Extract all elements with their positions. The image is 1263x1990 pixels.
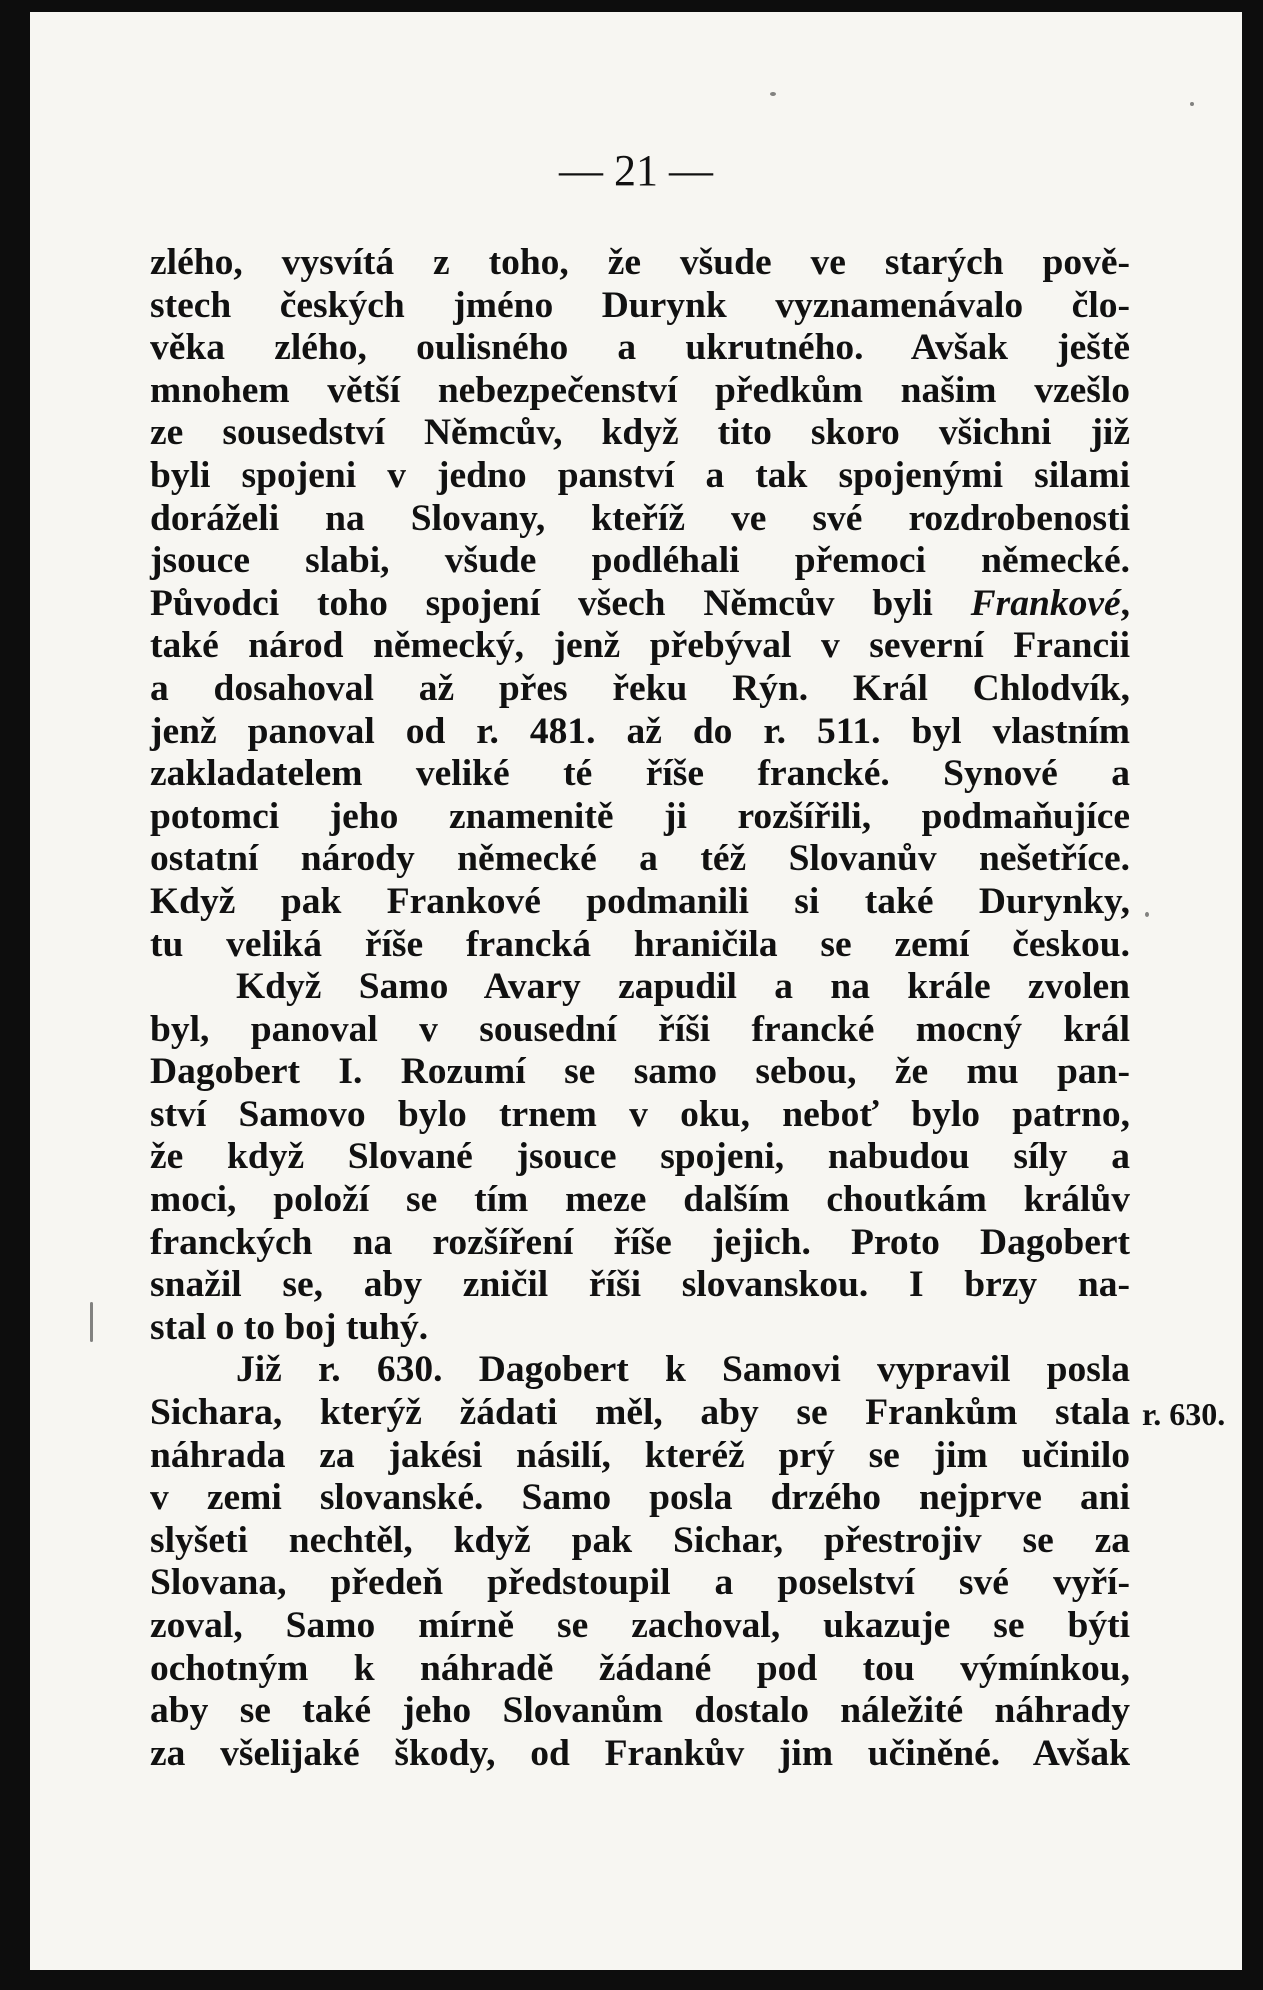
margin-note: r. 630. [1142,1396,1226,1432]
text-line: byl, panoval v sousední říši francké mocný král [150,1008,1130,1050]
text-line: stal o to boj tuhý. [150,1306,429,1348]
text-line: Dagobert I. Rozumí se samo sebou, že mu pan- [150,1051,1130,1093]
body-text [150,242,1130,1775]
text-line: v zemi slovanské. Samo posla drzého nejprve ani [150,1477,1130,1519]
text-line: aby se také jeho Slovanům dostalo náležité náhrady [150,1690,1130,1732]
text-line: Když Samo Avary zapudil a na krále zvolen [236,966,1130,1008]
text-line: jenž panoval od r. 481. až do r. 511. byl vlastním [150,710,1130,752]
text-line: doráželi na Slovany, kteříž ve své rozdrobenosti [150,497,1130,539]
scan-speck [90,1302,93,1342]
scan-left-border [0,0,30,1990]
page-number: — 21 — [559,146,713,195]
text-line: věka zlého, oulisného a ukrutného. Avšak ještě [150,327,1130,369]
text-line: Když pak Frankové podmanili si také Durynky, [150,880,1130,922]
text-line: ochotným k náhradě žádané pod tou výmínkou, [150,1647,1130,1689]
text-line: byli spojeni v jedno panství a tak spojenými silami [150,454,1130,496]
text-line: náhrada za jakési násilí, kteréž prý se jim učinilo [150,1434,1130,1476]
scan-speck [770,92,776,96]
text-line: moci, položí se tím meze dalším choutkám králův [150,1179,1130,1221]
text-line: zakladatelem veliké té říše francké. Synové a [150,753,1130,795]
text-line: stech českých jméno Durynk vyznamenávalo člo- [150,284,1130,326]
text-line: zlého, vysvítá z toho, že všude ve starých pově- [150,242,1130,283]
text-line: potomci jeho znamenitě ji rozšířili, podmaňujíce [150,795,1130,837]
text-line: snažil se, aby zničil říši slovanskou. I brzy na- [150,1264,1130,1306]
text-line: za všelijaké škody, od Frankův jim učiněné. Avšak [150,1732,1130,1774]
text-line: tu veliká říše francká hraničila se zemí českou. [150,923,1130,965]
text-line: a dosahoval až přes řeku Rýn. Král Chlodvík, [150,667,1130,709]
text-line: ství Samovo bylo trnem v oku, neboť bylo patrno, [150,1093,1130,1135]
text-line: Již r. 630. Dagobert k Samovi vypravil posla [236,1349,1130,1391]
scan-speck [1190,102,1194,106]
italic-word: Frankové [970,582,1121,624]
scan-speck [1145,912,1149,917]
text-line: ze sousedství Němcův, když tito skoro všichni již [150,412,1130,454]
text-line: Sichara, kterýž žádati měl, aby se Frankům stala [150,1392,1130,1434]
text-line: zoval, Samo mírně se zachoval, ukazuje se býti [150,1605,1130,1646]
text-line: Slovana, předeň předstoupil a poselství své vyří- [150,1562,1130,1604]
text-line: že když Slované jsouce spojeni, nabudou síly a [150,1136,1130,1178]
text-line: jsouce slabi, všude podléhali přemoci německé. [150,540,1130,582]
text-line: slyšeti nechtěl, když pak Sichar, přestrojiv se za [150,1519,1130,1561]
text-line: mnohem větší nebezpečenství předkům našim vzešlo [150,369,1130,411]
text-line: také národ německý, jenž přebýval v severní Francii [150,625,1130,667]
book-page [30,12,1242,1970]
text-line: franckých na rozšíření říše jejich. Proto Dagobert [150,1221,1130,1263]
text-line: Původci toho spojení všech Němcův byli Frankové, [150,582,1130,624]
text-line: ostatní národy německé a též Slovanův nešetříce. [150,838,1130,880]
